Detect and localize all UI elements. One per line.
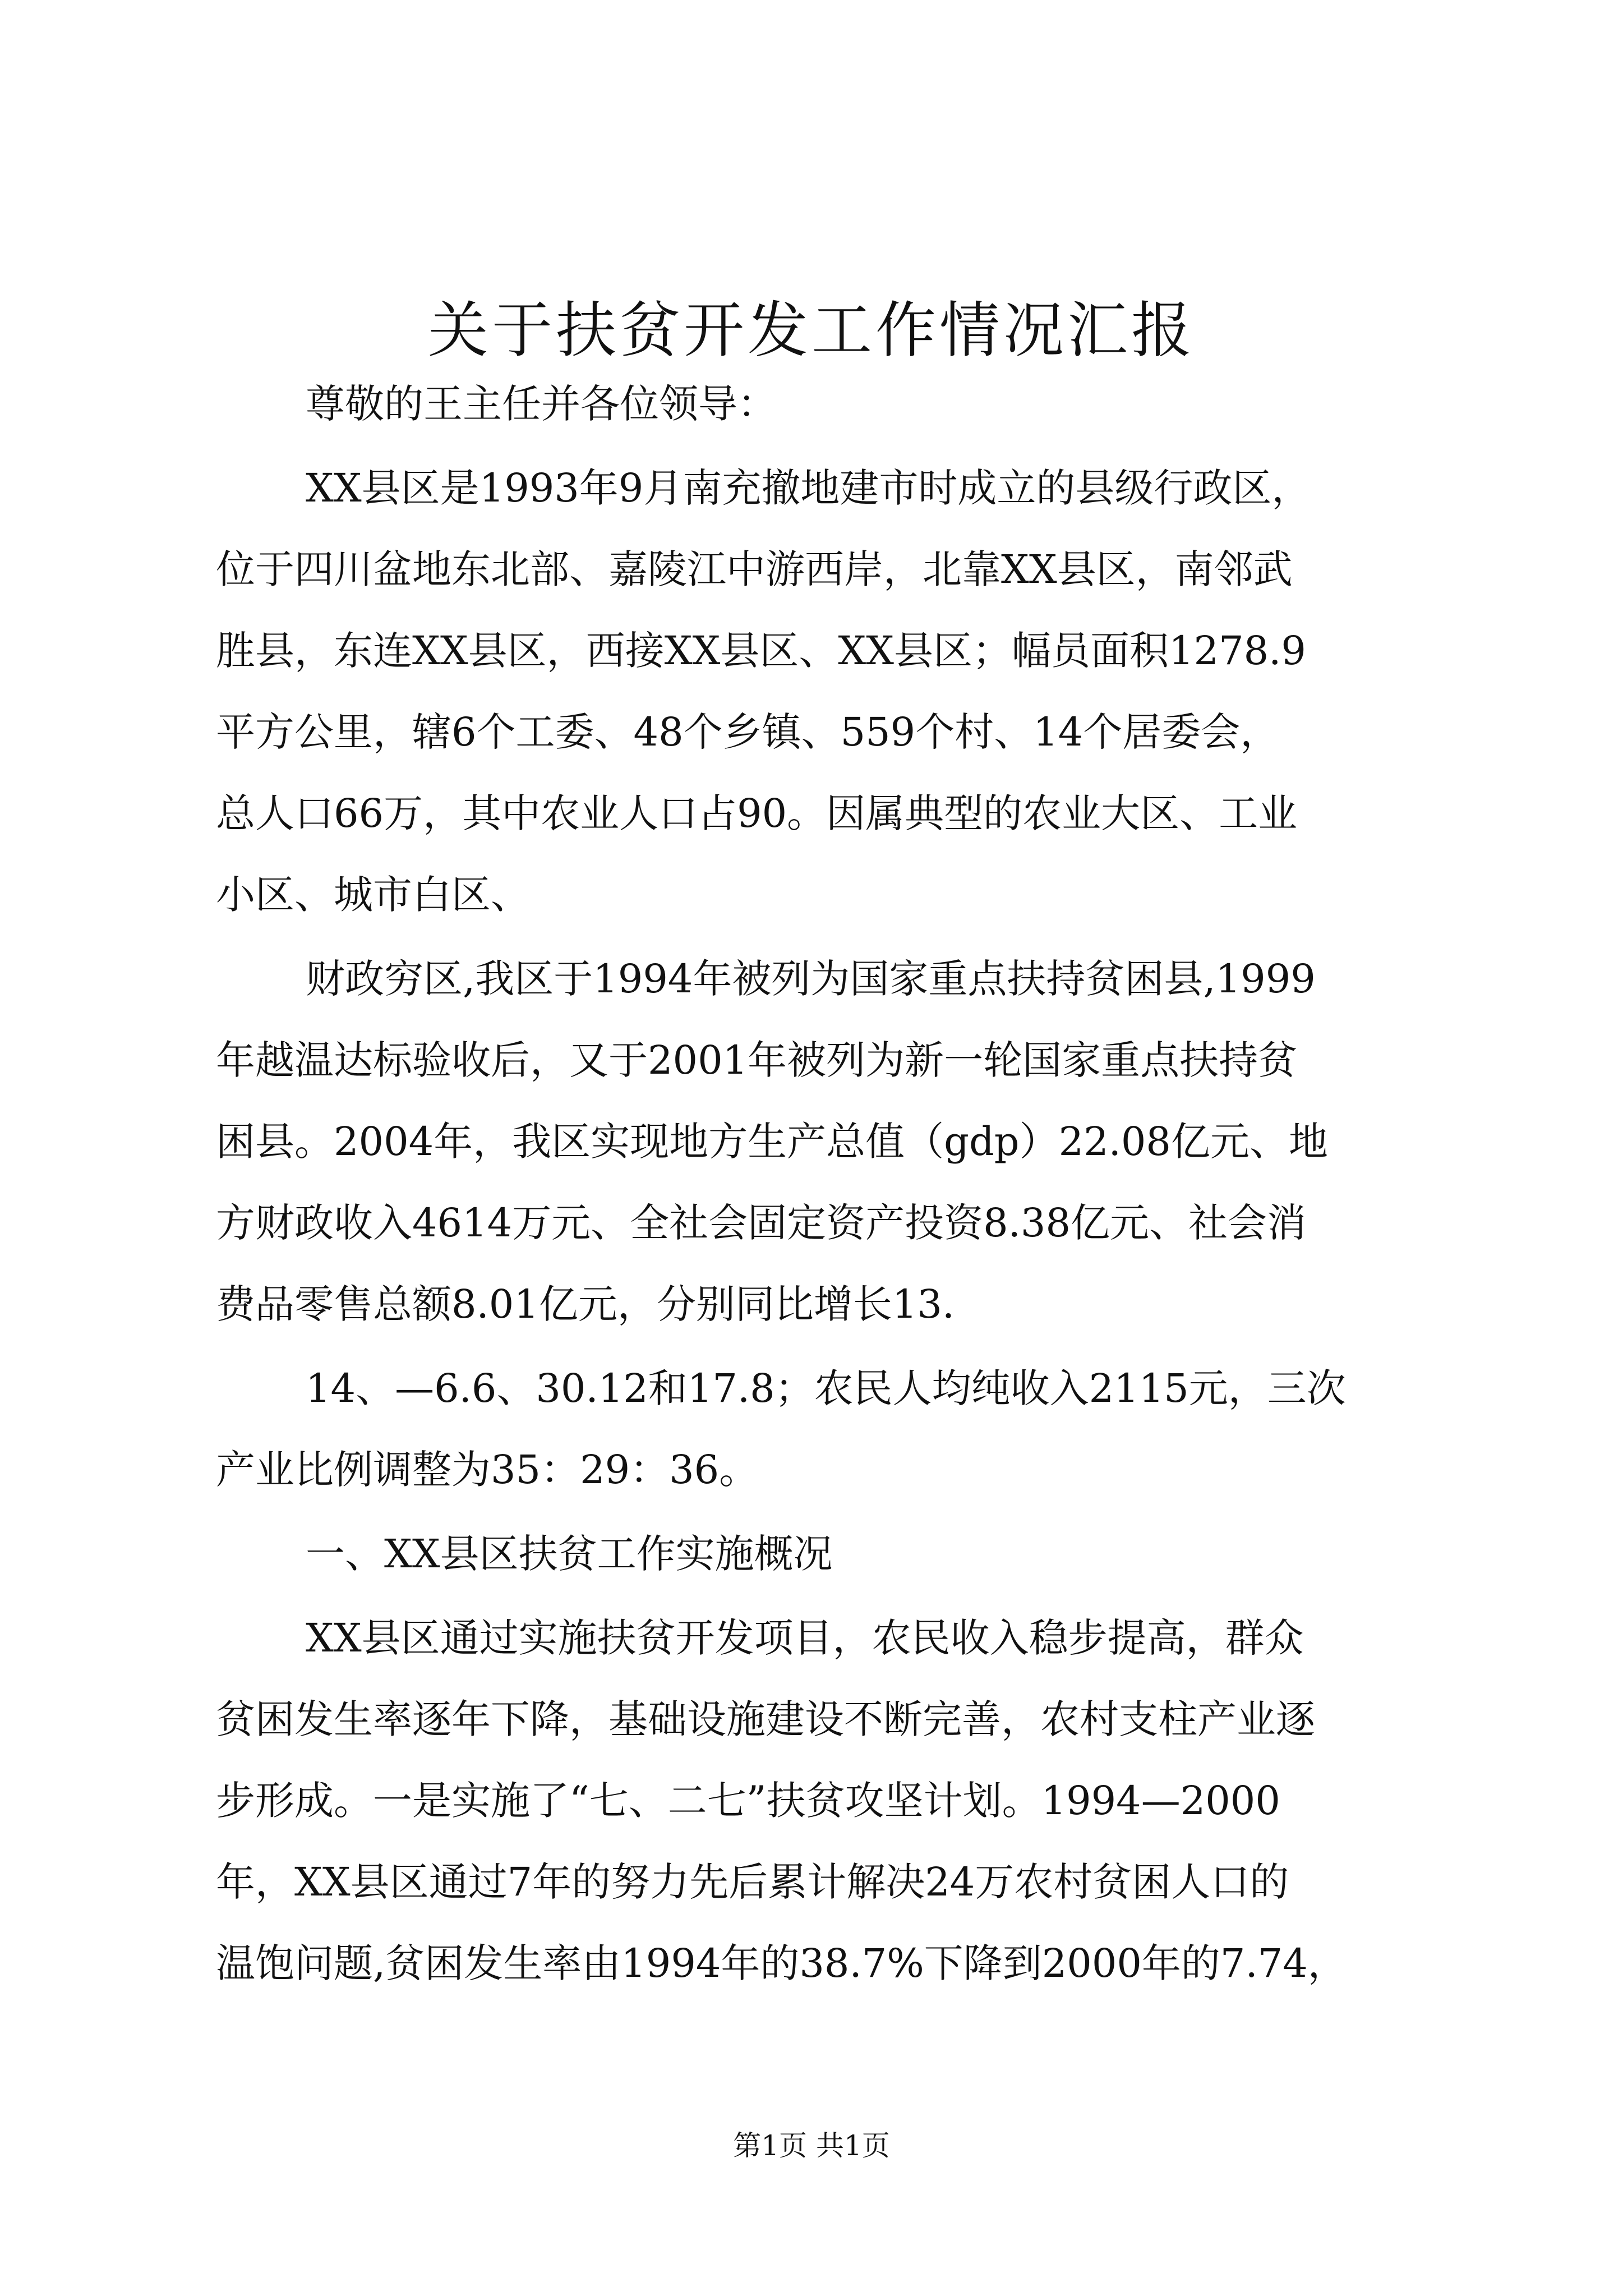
document-title: 关于扶贫开发工作情况汇报 (427, 296, 1195, 366)
paragraph-1-line-4: 平方公里，辖6个工委、48个乡镇、559个村、14个居委会， (216, 709, 1280, 755)
paragraph-4-line-4: 年，XX县区通过7年的努力先后累计解决24万农村贫困人口的 (216, 1859, 1289, 1905)
paragraph-1-line-1: XX县区是1993年9月南充撤地建市时成立的县级行政区， (306, 465, 1311, 511)
paragraph-3-line-2: 产业比例调整为35：29：36。 (216, 1447, 759, 1493)
paragraph-4-line-3: 步形成。一是实施了“七、二七”扶贫攻坚计划。1994—2000 (216, 1778, 1280, 1824)
paragraph-1-line-5: 总人口66万，其中农业人口占90。因属典型的农业大区、工业 (216, 790, 1298, 836)
page-number-footer: 第1页 共1页 (733, 2129, 890, 2162)
section-heading: 一、XX县区扶贫工作实施概况 (306, 1531, 833, 1577)
paragraph-2-line-2: 年越温达标验收后，又于2001年被列为新一轮国家重点扶持贫 (216, 1037, 1298, 1083)
paragraph-4-line-5: 温饱问题,贫困发生率由1994年的38.7%下降到2000年的7.74， (216, 1940, 1347, 1986)
paragraph-2-line-3: 困县。2004年，我区实现地方生产总值（gdp）22.08亿元、地 (216, 1119, 1328, 1165)
paragraph-2-line-4: 方财政收入4614万元、全社会固定资产投资8.38亿元、社会消 (216, 1200, 1307, 1246)
salutation-line: 尊敬的王主任并各位领导： (306, 381, 777, 427)
paragraph-1-line-6: 小区、城市白区、 (216, 872, 530, 918)
paragraph-1-line-3: 胜县，东连XX县区，西接XX县区、XX县区；幅员面积1278.9 (216, 628, 1306, 674)
paragraph-2-line-5: 费品零售总额8.01亿元，分别同比增长13. (216, 1281, 955, 1327)
paragraph-4-line-1: XX县区通过实施扶贫开发项目，农民收入稳步提高，群众 (306, 1615, 1304, 1661)
paragraph-4-line-2: 贫困发生率逐年下降，基础设施建设不断完善，农村支柱产业逐 (216, 1696, 1315, 1742)
paragraph-3-line-1: 14、—6.6、30.12和17.8；农民人均纯收入2115元，三次 (306, 1365, 1346, 1411)
paragraph-1-line-2: 位于四川盆地东北部、嘉陵江中游西岸，北靠XX县区，南邻武 (216, 546, 1293, 592)
paragraph-2-line-1: 财政穷区,我区于1994年被列为国家重点扶持贫困县,1999 (306, 956, 1316, 1002)
